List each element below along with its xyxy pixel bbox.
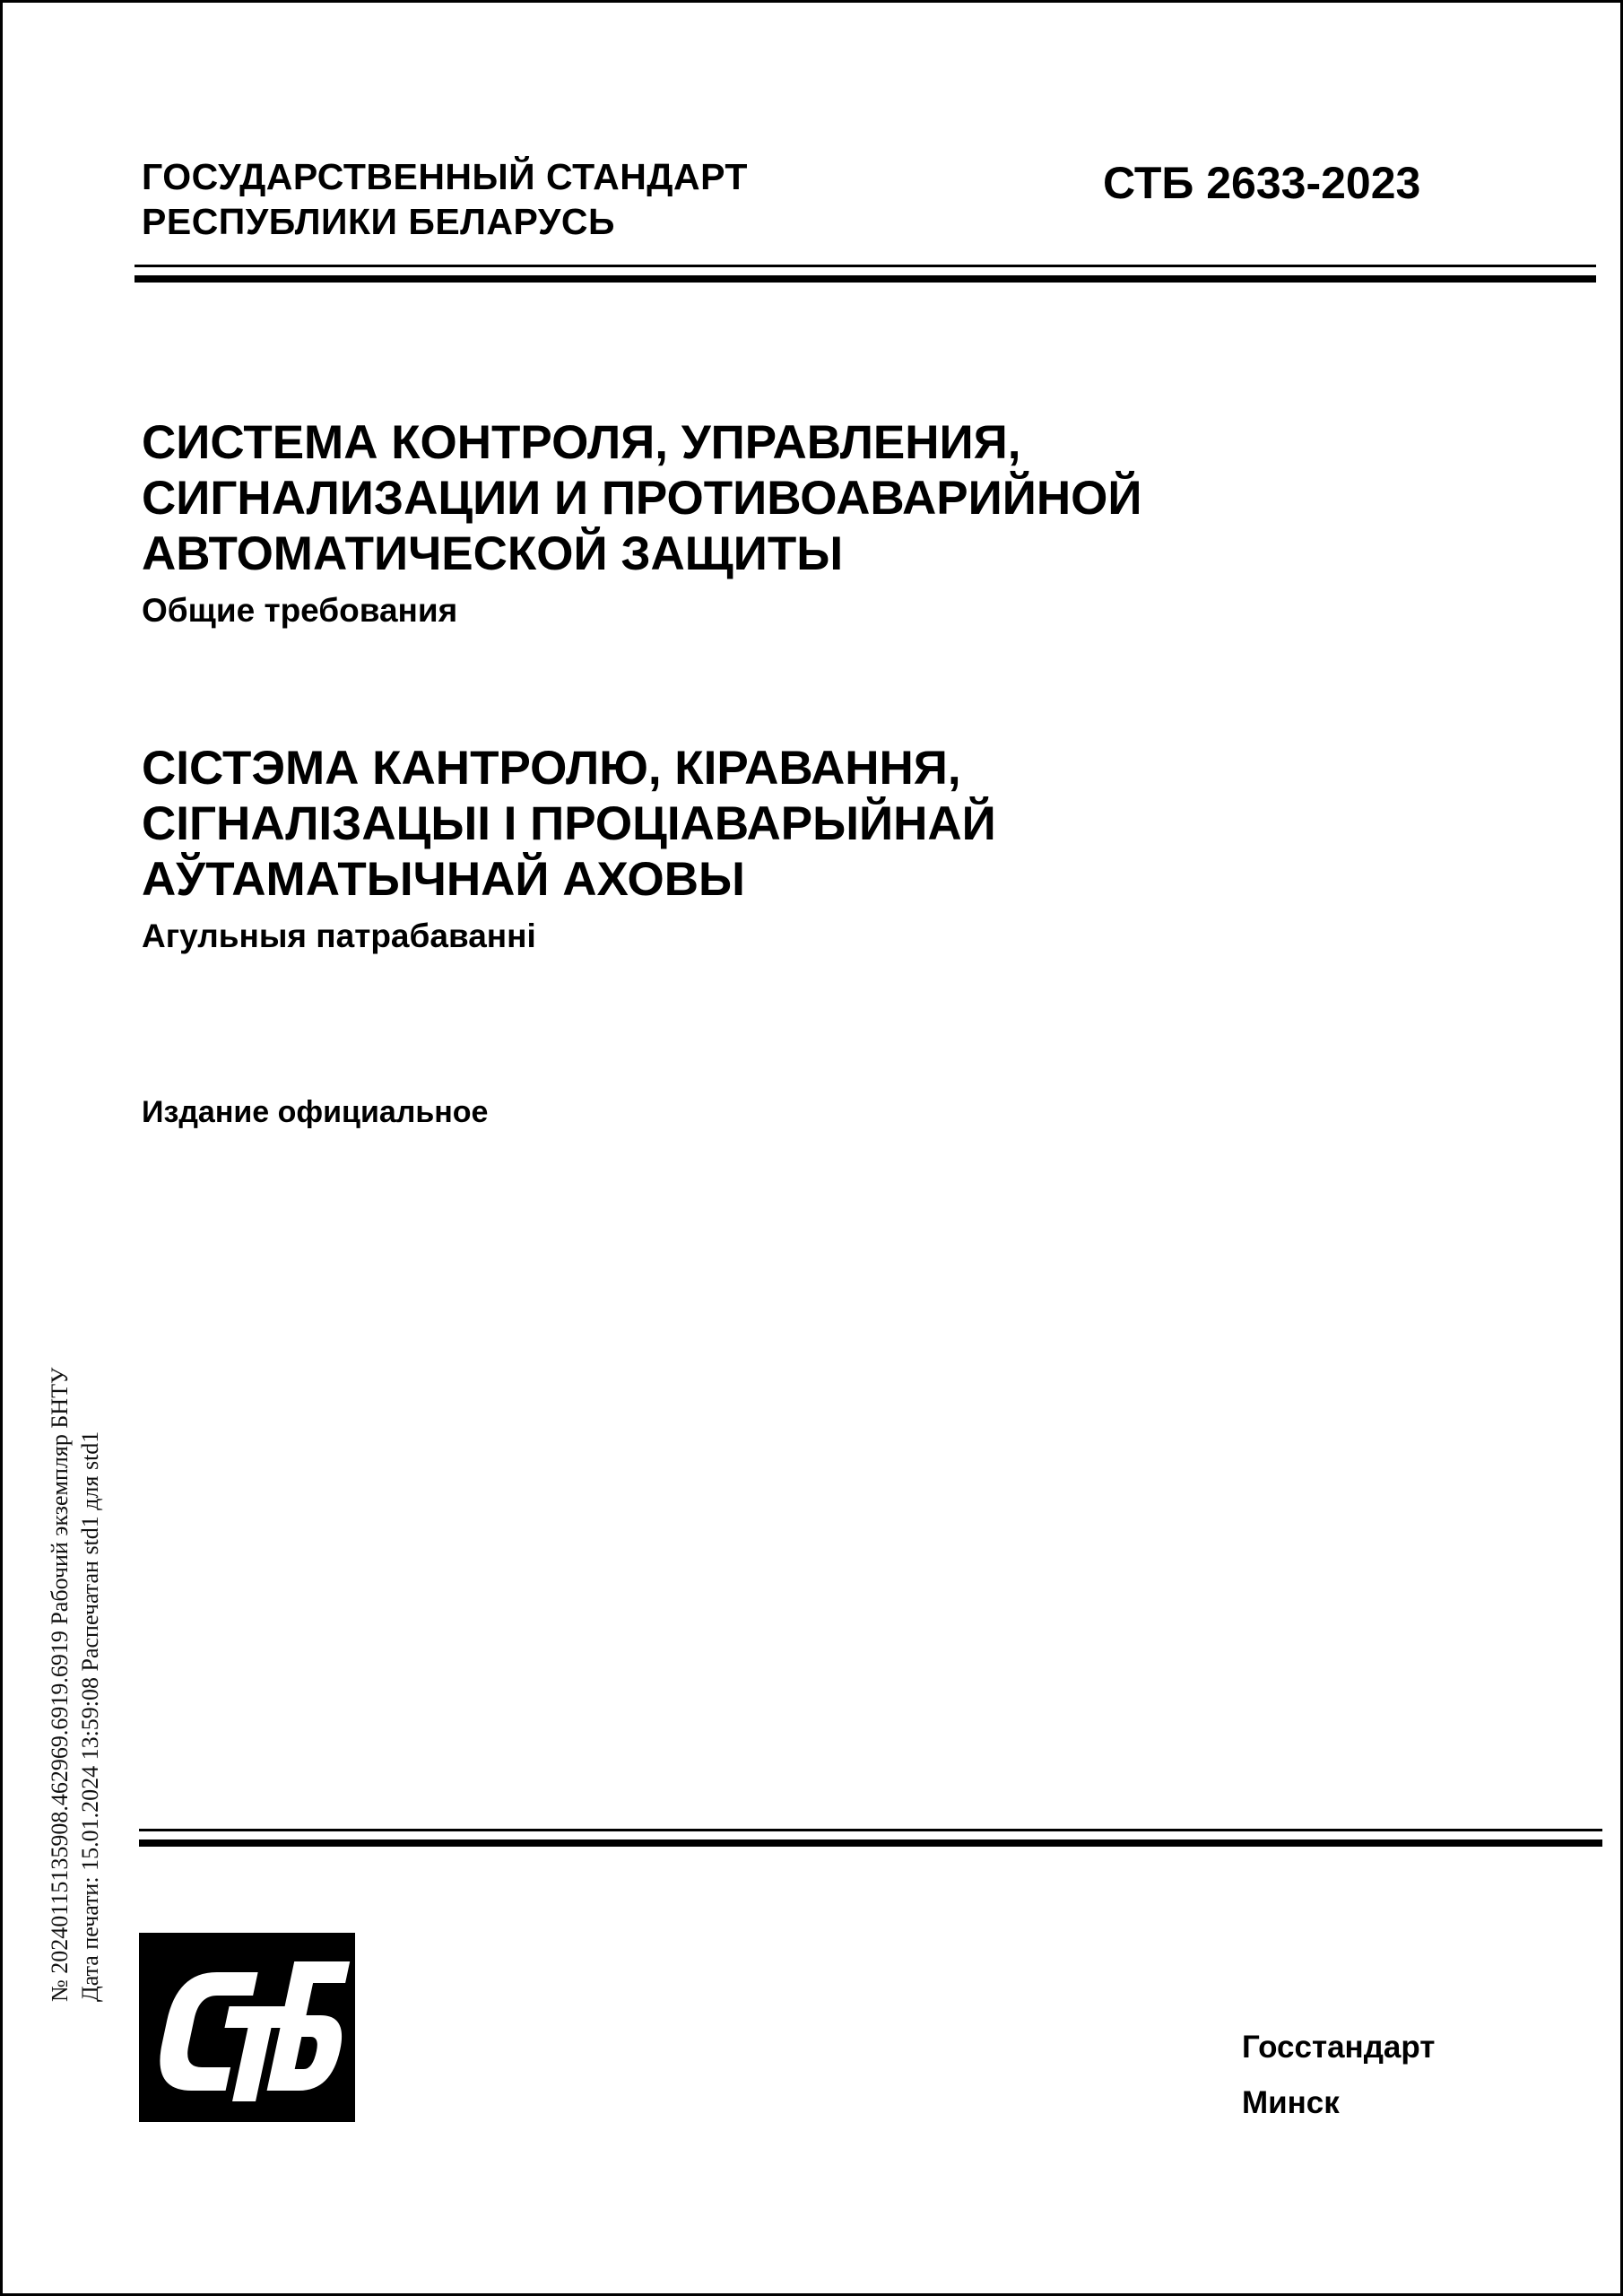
title-russian-line-3: АВТОМАТИЧЕСКОЙ ЗАЩИТЫ: [142, 527, 844, 580]
header-divider-thin-line: [135, 265, 1596, 267]
publisher-name: Госстандарт: [1242, 2030, 1436, 2065]
publisher-city: Минск: [1242, 2085, 1340, 2120]
title-belarusian-line-1: СІСТЭМА КАНТРОЛЮ, КІРАВАННЯ,: [142, 742, 961, 795]
side-print-stamp: [45, 1368, 106, 2002]
standard-designation: СТБ 2633-2023: [1103, 158, 1421, 208]
stb-logo-graphic: [139, 1933, 355, 2122]
standard-type-line-1: ГОСУДАРСТВЕННЫЙ СТАНДАРТ: [142, 156, 748, 197]
standard-type-heading: [142, 154, 748, 244]
title-belarusian: [142, 741, 996, 958]
header-divider: [135, 265, 1596, 283]
title-belarusian-line-2: СІГНАЛІЗАЦЫІ І ПРОЦІАВАРЫЙНАЙ: [142, 797, 996, 850]
title-belarusian-subtitle: Агульныя патрабаванні: [142, 918, 536, 954]
standard-type-line-2: РЕСПУБЛИКИ БЕЛАРУСЬ: [142, 201, 615, 242]
stb-logo-icon: [139, 1933, 355, 2122]
side-print-stamp-line-2: Дата печати: 15.01.2024 13:59:08 Распечатан std1 для std1: [77, 1431, 103, 2002]
title-belarusian-main: [142, 741, 996, 908]
official-edition-label: Издание официальное: [142, 1095, 489, 1129]
side-print-stamp-line-1: № 20240115135908.462969.6919.6919 Рабочий экземпляр БНТУ: [47, 1367, 73, 2002]
title-russian-line-2: СИГНАЛИЗАЦИИ И ПРОТИВОАВАРИЙНОЙ: [142, 472, 1142, 525]
header-divider-thick-line: [135, 275, 1596, 283]
title-belarusian-line-3: АЎТАМАТЫЧНАЙ АХОВЫ: [142, 853, 745, 906]
title-russian-line-1: СИСТЕМА КОНТРОЛЯ, УПРАВЛЕНИЯ,: [142, 416, 1021, 469]
publisher-block: [1242, 2020, 1435, 2131]
title-russian-subtitle: Общие требования: [142, 592, 458, 629]
title-russian-main: [142, 415, 1141, 582]
footer-divider-thick-line: [139, 1839, 1602, 1847]
title-russian: [142, 415, 1141, 632]
footer-divider-thin-line: [139, 1829, 1602, 1831]
footer-divider: [139, 1829, 1602, 1847]
